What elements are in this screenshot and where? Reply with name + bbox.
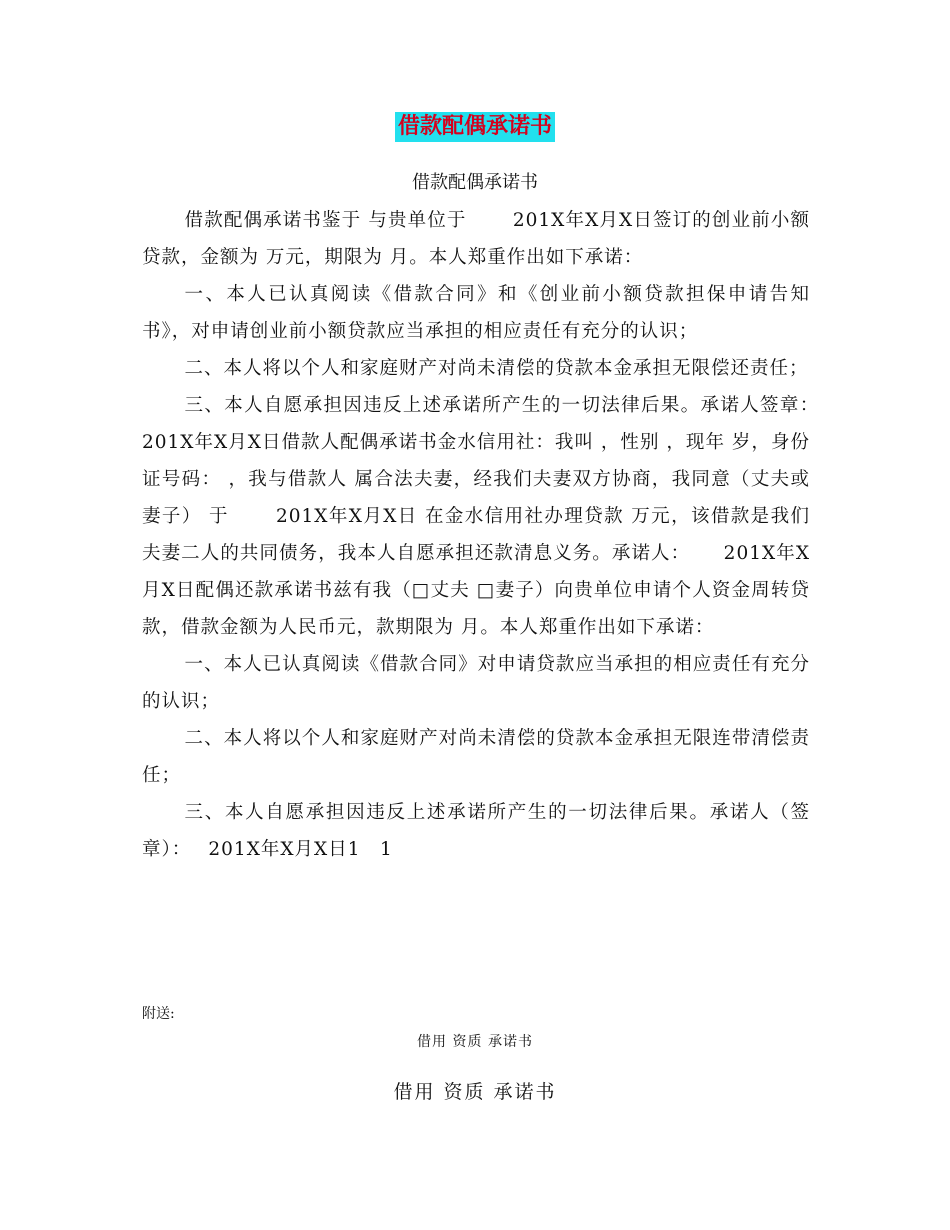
paragraph-clause-4: 一、本人已认真阅读《借款合同》对申请贷款应当承担的相应责任有充分的认识； [142,654,810,712]
paragraph-intro: 借款配偶承诺书鉴于 与贵单位于 201X年X月X日签订的创业前小额贷款，金额为 万元，期限为 月。本人郑重作出如下承诺： [142,210,810,268]
paragraph-clause-3: 三、本人自愿承担因违反上述承诺所产生的一切法律后果。承诺人签章： 201X年X月X日借款人配偶承诺书金水信用社：我叫 ，性别 ，现年 岁，身份证号码： ，我与借款人 属合法夫妻，经我们夫妻双方协商，我同意（丈夫或妻子） 于 201X年X月X日 在金水信用社办理贷款 万元，该借款是我们夫妻二人的共同债务，我本人自愿承担还款清息义务。承诺人： 201X年X月X日配偶还款承诺书兹有我（□丈夫 □妻子）向贵单位申请个人资金周转贷款，借款金额为人民币元，款期限为 月。本人郑重作出如下承诺： [142,395,837,638]
attachment-label: 附送: [142,1006,175,1022]
document-subtitle: 借款配偶承诺书 [412,172,538,193]
footer-large-caption: 借用 资质 承诺书 [393,1081,557,1103]
title-wrapper [0,112,950,142]
footer-small-caption: 借用 资质 承诺书 [417,1034,533,1050]
paragraph-clause-5: 二、本人将以个人和家庭财产对尚未清偿的贷款本金承担无限连带清偿责任； [142,728,810,786]
paragraph-clause-6: 三、本人自愿承担因违反上述承诺所产生的一切法律后果。承诺人（签章）： 201X年X月X日1 1 [142,802,810,860]
paragraph-clause-1: 一、本人已认真阅读《借款合同》和《创业前小额贷款担保申请告知书》，对申请创业前小额贷款应当承担的相应责任有充分的认识； [142,284,810,342]
document-title: 借款配偶承诺书 [395,112,555,142]
paragraph-clause-2: 二、本人将以个人和家庭财产对尚未清偿的贷款本金承担无限偿还责任； [184,358,809,379]
document-body [142,202,837,868]
